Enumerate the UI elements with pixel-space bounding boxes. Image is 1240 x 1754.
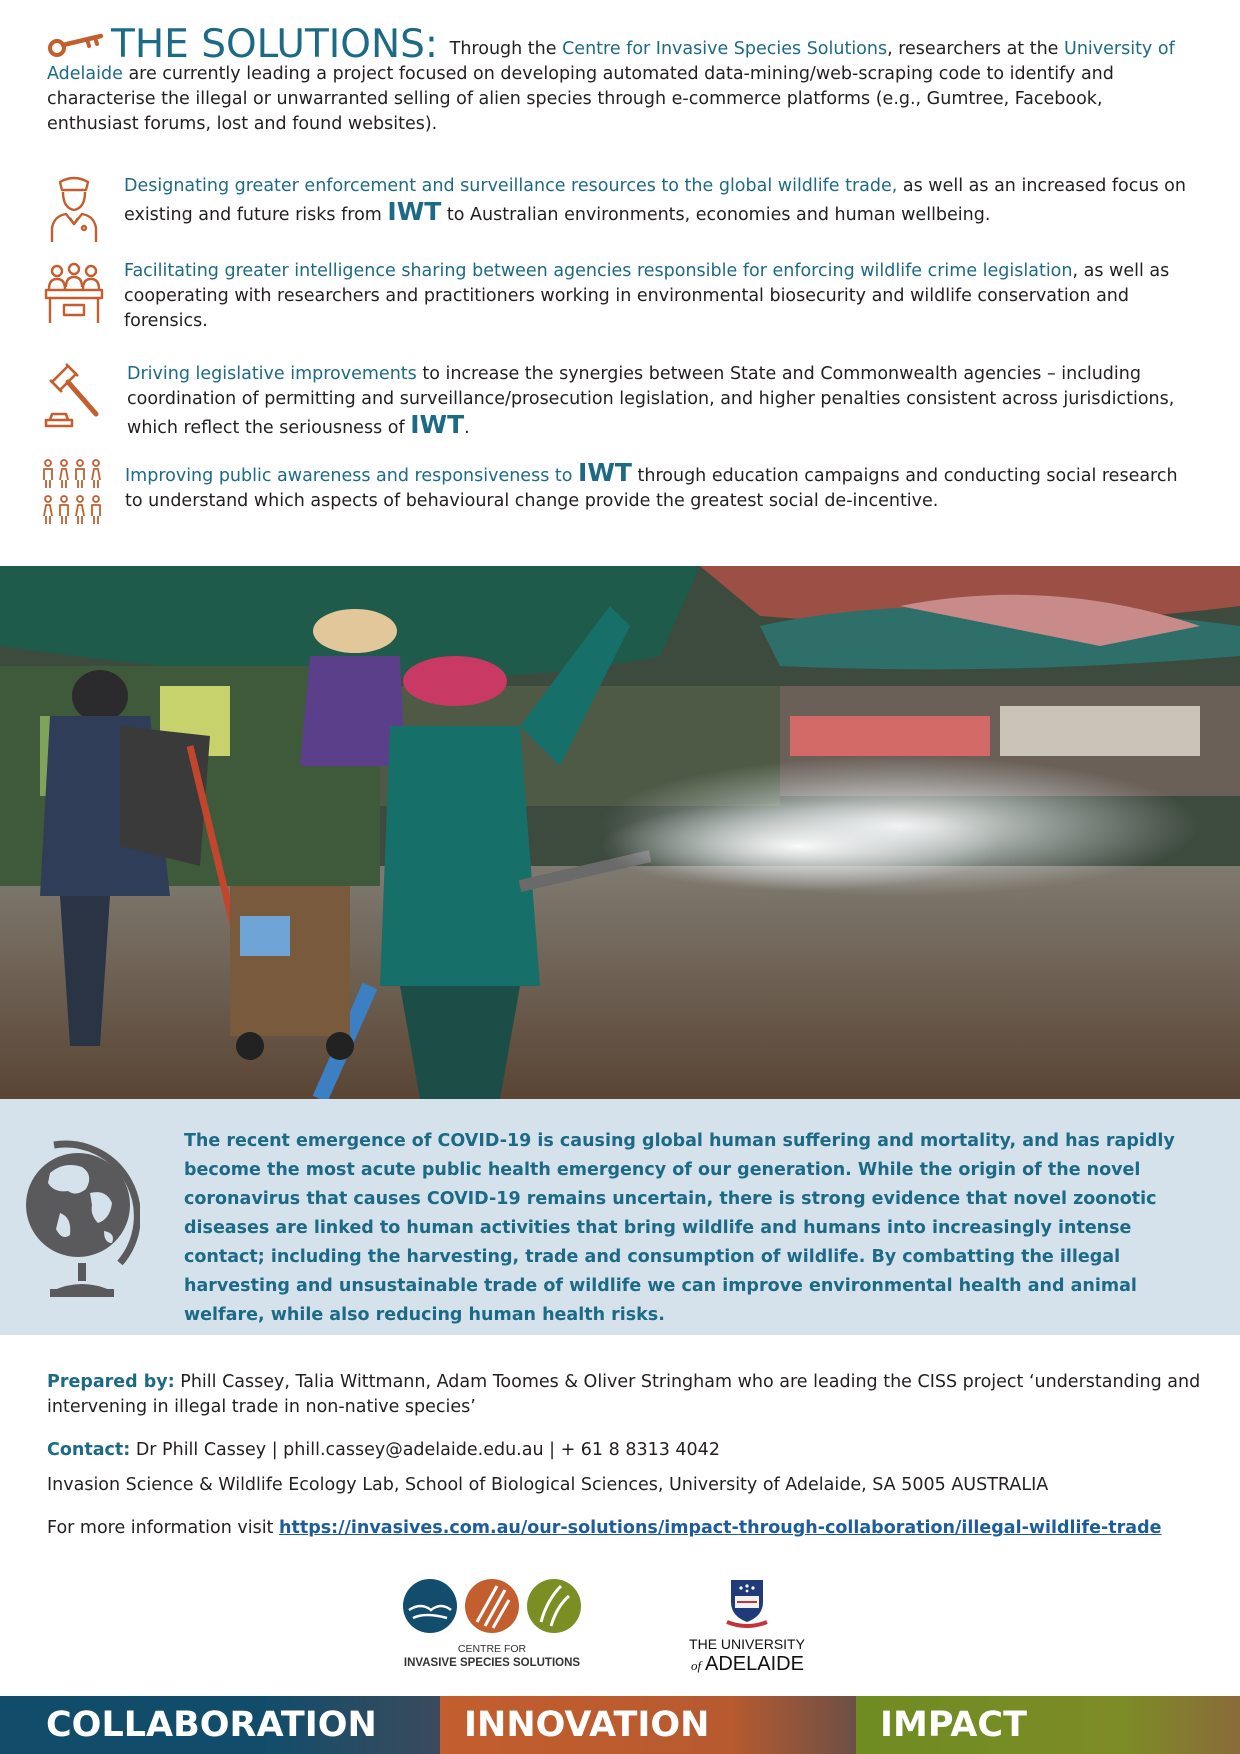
banner-innovation: INNOVATION	[440, 1696, 856, 1754]
key-icon	[47, 30, 105, 60]
banner-collaboration: COLLABORATION	[0, 1696, 440, 1754]
ciss-logo	[385, 1578, 825, 1673]
headline: THE SOLUTIONS:	[111, 22, 439, 67]
solution-text: Driving legislative improvements to increase the synergies between State and Commonwealth agencies – including coordination of permitting and surveillance/prosecution legislation, and higher penalties consistent across jurisdictions, which reflect the seriousness of IWT.	[127, 364, 1175, 439]
uoa-logo-of: of	[691, 1658, 702, 1673]
prepared-by: Prepared by: Phill Cassey, Talia Wittmann, Adam Toomes & Oliver Stringham who are leading the CISS project ‘understanding and intervening in illegal trade in non-native species’	[47, 1372, 1201, 1417]
uoa-logo-line2: ADELAIDE	[705, 1653, 804, 1673]
ciss-logo-line2: INVASIVE SPECIES SOLUTIONS	[403, 1657, 581, 1669]
covid-panel	[0, 1099, 1240, 1335]
lab-address: Invasion Science & Wildlife Ecology Lab, School of Biological Sciences, University of Adelaide, SA 5005 AUSTRALIA	[47, 1475, 1049, 1495]
solution-item	[40, 458, 1190, 530]
intro-paragraph: THE SOLUTIONS: Through the Centre for Invasive Species Solutions, researchers at the University of Adelaide are currently leading a project focused on developing automated data-mining/web-scraping code to identify and characterise the illegal or unwarranted selling of alien species through e-commerce platforms (e.g., Gumtree, Facebook, enthusiast forums, lost and found websites).	[47, 22, 1175, 134]
credits	[47, 1370, 1207, 1559]
banner-impact: IMPACT	[856, 1696, 1240, 1754]
ciss-logo-line1: CENTRE FOR	[457, 1643, 527, 1655]
globe-icon	[24, 1131, 140, 1301]
solution-item	[40, 360, 1190, 441]
uoa-crest-icon	[727, 1580, 767, 1626]
gavel-icon	[40, 360, 108, 432]
meeting-icon	[40, 257, 108, 329]
people-icon	[40, 458, 108, 530]
contact: Contact: Dr Phill Cassey | phill.cassey@adelaide.edu.au | + 61 8 8313 4042	[47, 1440, 720, 1460]
officer-icon	[40, 172, 108, 244]
values-banner	[0, 1696, 1240, 1754]
uoa-link[interactable]: University of Adelaide	[47, 39, 1175, 84]
uoa-logo-line1: THE UNIVERSITY	[689, 1636, 805, 1652]
more-info: For more information visit https://invasives.com.au/our-solutions/impact-through-collaboration/illegal-wildlife-trade	[47, 1518, 1162, 1538]
solution-item	[40, 257, 1190, 334]
solution-item	[40, 172, 1190, 244]
market-photo	[0, 566, 1240, 1099]
partner-logos	[385, 1578, 825, 1673]
ciss-link[interactable]: Centre for Invasive Species Solutions	[562, 39, 888, 59]
solution-text: Facilitating greater intelligence sharing between agencies responsible for enforcing wildlife crime legislation, as well as cooperating with researchers and practitioners working in environmental biosecurity and wildlife conservation and forensics.	[124, 261, 1170, 331]
solution-text: Improving public awareness and responsiveness to IWT through education campaigns and conducting social research to understand which aspects of behavioural change provide the greatest social de-incentive.	[125, 458, 1178, 511]
covid-statement: The recent emergence of COVID-19 is causing global human suffering and mortality, and has rapidly become the most acute public health emergency of our generation. While the origin of the novel coronavirus that causes COVID-19 remains uncertain, there is strong evidence that novel zoonotic diseases are linked to human activities that bring wildlife and humans into increasingly intense contact; including the harvesting, trade and consumption of wildlife. By combatting the illegal harvesting and unsustainable trade of wildlife we can improve environmental health and animal welfare, while also reducing human health risks.	[184, 1131, 1175, 1325]
solution-text: Designating greater enforcement and surveillance resources to the global wildlife trade, as well as an increased focus on existing and future risks from IWT to Australian environments, economies and human wellbeing.	[124, 176, 1186, 226]
more-info-link[interactable]: https://invasives.com.au/our-solutions/impact-through-collaboration/illegal-wildlife-trade	[279, 1518, 1162, 1538]
